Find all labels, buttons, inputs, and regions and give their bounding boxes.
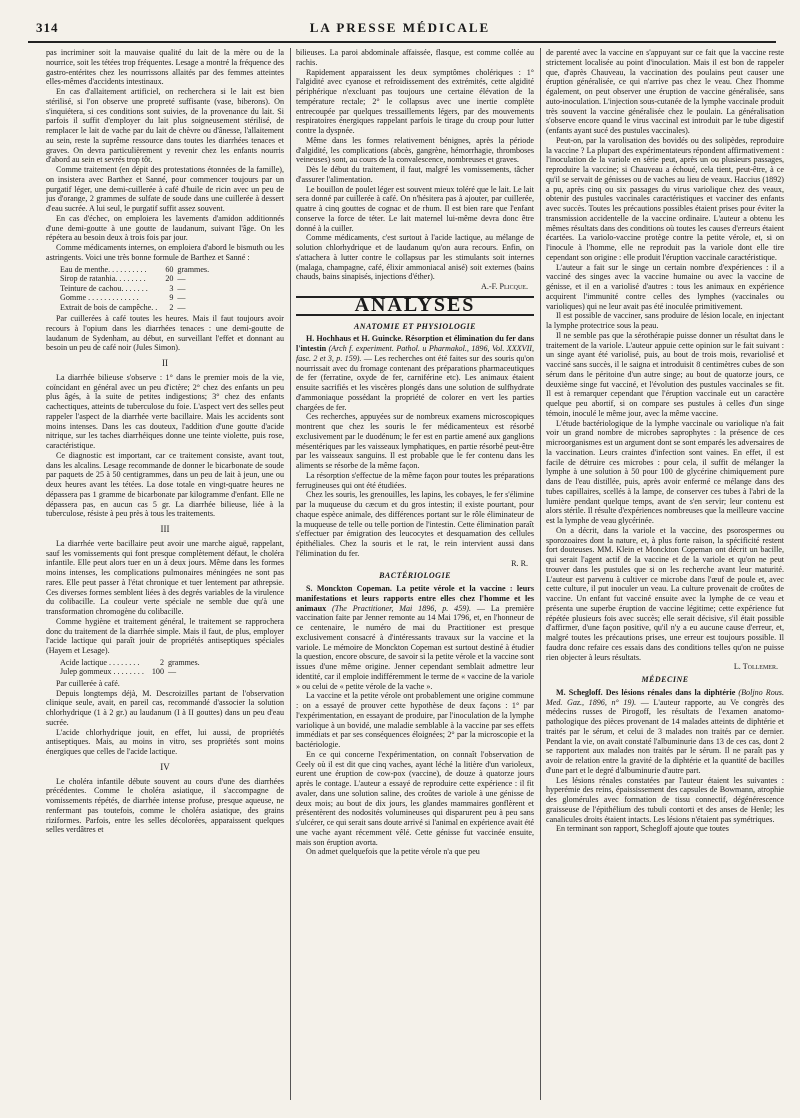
paragraph: La diarrhée verte bacillaire peut avoir une marche aiguë, rappelant, sauf les vomissements qui font presque complètement défaut, le choléra infantile. Elle peut alors tuer en un à deux jours. Même dans les formes moins intenses, les complications pulmonaires méningées ne sont pas rares. Elle peut passer à l'état chronique et tuer lentement par athrepsie. Ces diverses formes semblent liées à des degrés variables de la virulence du colibacille. La couleur verte spéciale ne semble due qu'à une transformation chromogène du colibacille. [46,538,284,616]
article-title: La petite vérole et la vaccine : leurs manifestations et leurs rapports entre elles chez l'homme et les animaux [296,584,534,613]
paragraph: pas incriminer soit la mauvaise qualité du lait de la mère ou de la nourrice, soit les tétées trop fréquentes. Lesage a montré la fréquence des gastro-entérites chez les nourrissons allaités par des femmes atteintes elles-mêmes d'accidents intestinaux. [46,48,284,87]
article-reference: (Boljno Rous. Med. Gaz., 1896, n° 19). [546,687,784,707]
paragraph: Depuis longtemps déjà, M. Descroizilles partant de l'observation clinique seule, avait, en pareil cas, recommandé d'associer la solution chlorhydrique (1 à 2 gr.) au laudanum (I à II gouttes) dans un peu d'eau sucrée. [46,688,284,727]
article-paragraph [296,584,534,691]
journal-title: LA PRESSE MÉDICALE [309,20,491,35]
column-2 [296,48,534,1100]
paragraph: Par cuillerées à café toutes les heures. Mais il faut toujours avoir recours à l'opium dans les diarrhées tenaces : une demi-goutte de laudanum de Sydenham, au début, en surveillant l'effet et donnant au besoin un peu de café noir (Jules Simon). [46,314,284,353]
paragraph: L'acide chlorhydrique jouit, en effet, lui aussi, de propriétés antiseptiques. Mais, au moins in vitro, ses propriétés sont moins énergiques que celles de l'acide lactique. [46,727,284,756]
article-title: Résorption et élimination du fer dans l'intestin [296,334,534,353]
header-rule [28,41,776,43]
prescription-row: Eau de menthe. . . . . . . . . . 60 grammes. [60,264,210,274]
article-reference: (Arch f. experiment. Pathol. u Pharmakol., 1896, Vol. XXXVII, fasc. 2 et 3, p. 159). [296,344,534,363]
rubric-heading: MÉDECINE [641,675,689,684]
section-title-analyses: ANALYSES [296,296,534,316]
paragraph: Peut-on, par la varolisation des bovidés ou des solipèdes, reproduire la vaccine ? La plupart des expérimentateurs répondent affirmativement : l'inoculation de la variole en série peut, après un ou plusieurs passages, reproduire la vaccine; si Chauveau a échoué, cela tient, peut-être, à ce qu'il se servait de génisses ou de vaches au lieu de veaux. Haccius (1892) a pu, après cinq ou six passages du virus variolique chez des veaux, obtenir des pustules vaccinales caractéristiques et vacciner des enfants avec succès. Toutes les précautions possibles étaient prises pour éviter la transmission accidentelle de la vaccine ordinaire. L'auteur a obtenu les mêmes résultats dans des conditions où toutes les causes d'erreurs étaient écartées. La variolo-vaccine protège contre la petite vérole, et, si on l'inocule à l'homme, elle ne reproduit pas la variole dont elle tire cependant son origine : elle produit l'éruption vaccinale caractéristique. [546,135,784,262]
paragraph: La résorption s'effectue de la même façon pour toutes les préparations ferrugineuses qui ont été étudiées. [296,470,534,490]
paragraph: Rapidement apparaissent les deux symptômes cholériques : 1° l'algidité avec cyanose et refroidissement des extrémités, cette algidité périphérique n'excluant pas toujours une certaine élévation de la température rectale; 2° le collapsus avec une inertie complète entrecoupée par quelques tressaillements légers, par des mouvements respiratoires énergiques rappelant parfois le tirage du croup pour lutter contre la dyspnée. [296,67,534,135]
column-divider-1 [290,48,291,1100]
paragraph: En cas d'échec, on emploiera les lavements d'amidon additionnés d'une demi-goutte à une goutte de laudanum, suivant l'âge. On les répétera au besoin deux à trois fois par jour. [46,213,284,243]
paragraph: La vaccine et la petite vérole ont probablement une origine commune : on a essayé de prouver cette hypothèse de deux façons : 1° par l'expérimentation, en essayant de produire, par l'inoculation de la lymphe variolique à un bovidé, une maladie semblable à la vaccine par ses effets immédiats et par ses conséquences éloignées; 2° par la microscopie et la bactériologie. [296,691,534,749]
rubric-heading: BACTÉRIOLOGIE [379,571,451,581]
article-authors: H. Hochhaus et H. Guincke. [306,334,404,344]
page-number: 314 [36,20,59,35]
article-reference: (The Practitioner, Mai 1896, p. 459). [332,603,472,613]
section-number: II [162,358,168,368]
column-divider-2 [540,48,541,1100]
prescription-row: Teinture de cachou. . . . . . . 3 — [60,283,186,293]
article-text: — L'auteur rapporte, au Ve congrès des médecins russes de Pirogoff, les résultats de l'examen anatomo-pathologique des pièces provenant de 14 malades atteints de diphtérie et traités par le sérum, et celui de 3 malades non traités par ce dernier. Pendant la vie, on avait constaté l'albuminurie dans 13 de ces cas, dont 2 se rapportent aux malades non traités par le sérum. Il ne paraît pas y avoir de relation entre la gravité de la diphtérie et la quantité de bacilles d'une part et le degré d'albuminurie d'autre part. [546,697,784,775]
paragraph: Même dans les formes relativement bénignes, après la période d'algidité, les complications (abcès, gangrène, hémorrhagie, thromboses veineuses) sont, au cours de la convalescence, nombreuses et graves. [296,135,534,165]
article-authors: S. Monckton Copeman. [306,584,392,593]
section-number: IV [160,761,170,772]
paragraph: Comme hygiène et traitement général, le traitement se rapprochera donc du traitement de la diarrhée simple. Mais il faut, de plus, employer l'acide lactique qui paraît jouir de propriétés antiseptiques spéciales (Hayem et Lesage). [46,616,284,655]
article-text: — Les recherches ont été faites sur des souris qu'on nourrissait avec du fromage contenant des préparations pharmaceutiques de fer (ferratine, oxyde de fer, carniférine etc). Les animaux étaient ensuite sacrifiés et les viscères plongés dans une solution de sulfhydrate d'ammoniaque possédant la propriété de colorer en vert les parties chargées de fer. [296,353,534,412]
paragraph: La diarrhée bilieuse s'observe : 1° dans le premier mois de la vie, coïncidant en général avec un peu d'ictère; 2° chez des enfants un peu plus âgés, à la suite de petites indigestions; 3° chez des enfants cachectiques, atteints de tuberculose du foie. L'aspect vert des selles peut rappeler l'aspect de la diarrhée verte bacillaire. Mais les accidents sont moins intenses. Dans les cas douteux, l'addition d'une goutte d'acide nitrique, sur les taches diarrhéiques donne une teinte violette, puis rose, caractéristique. [46,372,284,450]
prescription-row: Gomme . . . . . . . . . . . . . 9 — [60,293,186,302]
paragraph: Ce diagnostic est important, car ce traitement consiste, avant tout, dans les alcalins. Lesage recommande de donner le bicarbonate de soude par paquets de 25 à 50 centigrammes, dans un peu de lait à jeun, une ou deux heures avant les tétées. La dose totale en vingt-quatre heures ne dépassera pas 1 gramme de bicarbonate par kilogramme d'enfant. Elle ne dépassera pas, en aucun cas 5 gr. La diarrhée bilieuse, liée à la tuberculose, résiste à peu près à tous les traitements. [46,450,284,519]
paragraph: En cas d'allaitement artificiel, on recherchera si le lait est bien stérilisé, si l'on observe une propreté suffisante (vase, biberons). On s'inquiétera, si ces conditions sont suivies, de la provenance du lait. Si parfois il suffit d'employer du lait plus soigneusement stérilisé, de remplacer le lait de vache par du lait de chèvre ou d'ânesse, l'allaitement au sein, reste la suprême ressource dans toutes les diarrhées tenaces et graves. On devra particulièrement y revenir chez les enfants nourris d'abord au sein et sevrés trop tôt. [46,87,284,165]
prescription-row: Julep gommeux . . . . . . . . 100 — [60,667,177,677]
paragraph: En ce qui concerne l'expérimentation, on connaît l'observation de Ceely où il est dit que cinq vaches, ayant léché la litière d'un varioleux, eurent une éruption de cow-pox (vaccine), de douze à quatorze jours après le contage. L'auteur a essayé de reproduire cette expérience : il fit avaler, dans une solution saline, des croûtes de variole à une génisse de deux mois; au bout de dix jours, les glandes mammaires gonflèrent et présentèrent des nodosités volumineuses qui disparurent peu à peu sans s'ulcérer, ce qui serait sans doute arrivé si l'animal en expérience avait été une vache ayant récemment vêlé. Cette génisse fut vaccinée ensuite, mais son éruption avorta. [296,749,534,847]
prescription-row: Acide lactique . . . . . . . . 2 grammes. [60,657,200,667]
article-text: — La première vaccination faite par Jenner remonte au 14 Mai 1796, et, en l'honneur de ce centenaire, le numéro de mai du Practitioner est presque exclusivement consacré à d'intéressants travaux sur la vaccine et la variole. Le mémoire de Monckton Copeman est surtout destiné à étudier la question, encore obscure, de savoir si la petite vérole et la vaccine sont issues d'une même origine. Jenner cependant semblait admettre leur identité, car il emploie indifféremment le terme de « vaccine de la variole » ou celui de « petite vérole de la vache ». [296,603,534,691]
paragraph: Par cuillerée à café. [56,678,120,688]
paragraph: Il ne semble pas que la sérothérapie puisse donner un résultat dans le traitement de la variole. L'auteur appuie cette opinion sur le fait suivant : un singe ayant été variolisé, puis, au bout de trois mois, revariolisé et vacciné sans succès, il le saigna et introduisit 8 centimètres cubes de son sérum dans le péritoine d'un autre singe; au bout de quatorze jours, ce deuxième singe fut vacciné, et l'évolution des pustules vaccinales se fit. Il est à remarquer cependant que l'éruption vaccinale eut un caractère quelque peu abortif, si on compare ses pustules à celles d'un singe témoin, inoculé le même jour, avec la même vaccine. [546,330,784,418]
author-signature: R. R. [511,558,528,568]
paragraph: On admet quelquefois que la petite vérole n'a que peu [306,847,480,857]
paragraph: Les lésions rénales constatées par l'auteur étaient les suivantes : hyperémie des reins, épaississement des capsules de Bowmann, atrophie des glomérules avec formation de tissu connectif, dégénérescence graisseuse de l'épithélium des tubuli contorti et des anses de Henle; les canalicules droits étaient intacts. Les lésions n'étaient pas symétriques. [546,775,784,824]
paragraph: L'auteur a fait sur le singe un certain nombre d'expériences : il a vacciné des singes avec la vaccine humaine ou avec la vaccine de génisse, et il en a variolisé d'autres : tous les animaux en expérience acquirent l'immunité contre celles des lymphes (vaccinales ou varioliques) qui ne leur avait pas été inoculée primitivement. [546,262,784,311]
paragraph: Comme médicaments internes, on emploiera d'abord le bismuth ou les astringents. Voici une très bonne formule de Barthez et Sanné : [46,243,284,262]
paragraph: Il est possible de vacciner, sans produire de lésion locale, en injectant la lymphe protectrice sous la peau. [546,311,784,330]
prescription-table-2 [60,658,200,677]
column-1 [46,48,284,1100]
paragraph: Dès le début du traitement, il faut, malgré les vomissements, tâcher d'assurer l'alimentation. [296,165,534,184]
paragraph: On a décrit, dans la variole et la vaccine, des psorospermes ou sporozoaires dont la nature, et, à plus forte raison, la spécificité restent fort douteuses. MM. Klein et Monckton Copeman ont décrit un bacille, qui serait l'agent actif de la vaccine et de la variole et qu'on ne peut trouver dans les pustules que si on les recherche avant leur maturité. L'auteur est parvenu à cultiver ce microbe dans l'œuf de poule et, avec cette culture, il put inoculer un veau. La culture provenait de croûtes de vaccine. Un enfant fut vacciné ensuite avec la lymphe de ce veau et présenta une superbe éruption de vaccine légitime; cette expérience fut répétée plusieurs fois avec succès; elle serait décisive, s'il était possible d'affirmer, d'une façon positive, qu'il n'y a eu aucune cause d'erreur, et, malgré toutes les précautions prises, une erreur est toujours possible. Il faudra donc refaire ces essais dans des conditions telles qu'on ne puisse rien objecter à leurs résultats. [546,525,784,662]
author-signature: L. Tollemer. [733,662,778,672]
paragraph: de parenté avec la vaccine en s'appuyant sur ce fait que la vaccine reste strictement localisée au point d'inoculation. Mais il est bon de rappeler que, d'après Chauveau, la vaccination des poulains peut causer une éruption généralisée, ce qui n'arrive pas chez le veau. Chez l'homme également, on peut observer une éruption de vaccine généralisée, sans auto-inoculation. L'injection sous-cutanée de la lymphe vaccinale produit très souvent la vaccine généralisée chez le poulain. La généralisation s'observe encore quand le virus vaccinal est introduit par le tube digestif (enfants ayant sucé des pustules vaccinales). [546,48,784,135]
column-3 [546,48,784,1100]
paragraph: L'étude bactériologique de la lymphe vaccinale ou variolique n'a fait voir un grand nombre de microbes saprophytes : la présence de ces microorganismes est un argument dont se sont emparés les adversaires de la vaccination. Leurs craintes d'infection sont vaines. En effet, il est facile de détruire ces microbes : pour cela, il suffit de mélanger la lymphe à une solution à 50 pour 100 de glycérine chimiquement pure dans de l'eau distillée, puis, après avoir enfermé ce mélange dans des tubes capillaires, scellés à la lampe, de conserver ces tubes à l'abri de la lumière pendant quelque temps, avant de s'en servir; leur contenu est alors stérile. Il résulte d'expériences nombreuses que la meilleure vaccine est la lymphe de veau glycérinée. [546,418,784,525]
paragraph: Chez les souris, les grenouilles, les lapins, les cobayes, le fer s'élimine par la muqueuse du cæcum et du gros intestin; il existe pourtant, pour chaque espèce animale, des différences portant sur le rôle éliminateur de la muqueuse de telle ou telle portion de l'intestin. Cette élimination paraît s'effectuer par émigration des leucocytes et desquamation des cellules épithéliales. Chez la souris et le rat, le rein intervient aussi dans l'élimination du fer. [296,490,534,558]
running-head [24,20,776,38]
prescription-row: Extrait de bois de campêche. . 2 — [60,302,186,312]
paragraph: Le bouillon de poulet léger est souvent mieux toléré que le lait. Le lait sera donné par cuillerée à café. On n'hésitera pas à ajouter, par cuillerée, quatre à cinq gouttes de cognac et de rhum. Il est bien rare que l'enfant conserve la force de téter. Le lait maternel lui-même devra donc être donné à la cuiller. [296,184,534,233]
rubric-heading: ANATOMIE ET PHYSIOLOGIE [353,321,477,331]
paragraph: Le choléra infantile débute souvent au cours d'une des diarrhées précédentes. Comme le choléra asiatique, il s'accompagne de vomissements répétés, de diarrhée intense profuse, presque aqueuse, ne renfermant pas toutefois, comme le choléra asiatique, des grains riziformes. Parfois, entre les selles décolorées, apparaissent quelques selles verdâtres et [46,776,284,835]
section-number: III [160,524,170,534]
article-title: Des lésions rénales dans la diphtérie [605,687,736,697]
article-paragraph [296,334,534,412]
article-authors: M. Schegloff. [556,687,603,697]
paragraph: En terminant son rapport, Schegloff ajoute que toutes [556,824,729,834]
paragraph: bilieuses. La paroi abdominale affaissée, flasque, est comme collée au rachis. [296,48,534,67]
paragraph: Comme traitement (en dépit des protestations étonnées de la famille), on insistera avec Barthez et Sanné, pour commencer toujours par un purgatif léger, une demi-cuillerée à café d'huile de ricin avec un peu de jus d'orange, 2 grammes de sulfate de soude dans une cuillerée à dessert d'eau sucrée. A lui seul, le purgatif suffit assez souvent. [46,165,284,213]
author-signature: A.-F. Plicque. [481,282,528,291]
prescription-table-1 [60,265,209,313]
prescription-row: Sirop de ratanhia. . . . . . . . 20 — [60,274,186,283]
paragraph: Ces recherches, appuyées sur de nombreux examens microscopiques montrent que chez les souris le fer médicamenteux est résorbé exclusivement par le duodénum; le fer est en partie amené aux ganglions mésentériques par les vaisseaux lymphatiques, en partie résorbé peut-être par les vaisseaux sanguins. Il est probable que le fer contenu dans les aliments se résorbe de la même façon. [296,412,534,470]
paragraph: Comme médicaments, c'est surtout à l'acide lactique, au mélange de solution chlorhydrique et de laudanum qu'on aura recours. Enfin, on s'attachera à lutter contre le collapsus par les stimulants soit internes (malaga, champagne, café, élixir ammoniacal anisé) soit externes (bains chauds, bains sinapisés, injections d'éther). [296,233,534,282]
article-paragraph [546,688,784,776]
